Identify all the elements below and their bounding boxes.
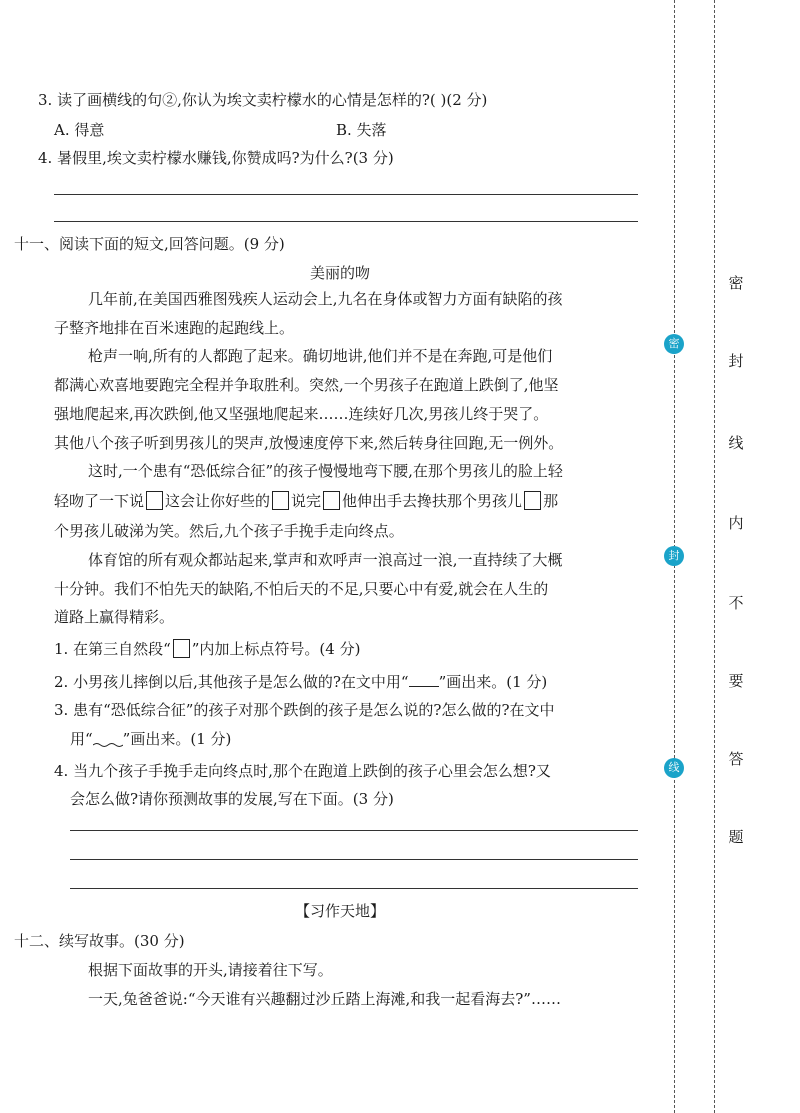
passage-line: 体育馆的所有观众都站起来,掌声和欢呼声一浪高过一浪,一直持续了大概 — [88, 551, 563, 569]
sub-question-4-cont: 会怎么做?请你预测故事的发展,写在下面。(3 分) — [70, 790, 394, 808]
question-4: 4. 暑假里,埃文卖柠檬水赚钱,你赞成吗?为什么?(3 分) — [38, 149, 394, 167]
passage-line: 几年前,在美国西雅图残疾人运动会上,九名在身体或智力方面有缺陷的孩 — [88, 290, 563, 308]
seal-dashed-line — [714, 0, 715, 1113]
sub-question-2 — [54, 671, 547, 693]
punctuation-sample-box — [173, 639, 190, 658]
straight-underline-symbol — [409, 674, 439, 687]
story-opening: 一天,兔爸爸说:“今天谁有兴趣翻过沙丘踏上海滩,和我一起看海去?”…… — [88, 990, 561, 1008]
answer-line — [54, 194, 638, 195]
seal-circle-xian: 线 — [664, 758, 684, 778]
sub-question-1 — [54, 638, 360, 660]
margin-char: 要 — [728, 672, 744, 690]
question-3: 3. 读了画横线的句②,你认为埃文卖柠檬水的心情是怎样的?( )(2 分) — [38, 91, 488, 109]
margin-char: 题 — [728, 828, 744, 846]
question-text: ”画出来。(1 分) — [438, 673, 548, 691]
question-text: 1. 在第三自然段“ — [54, 640, 171, 658]
punctuation-blank-box[interactable] — [146, 491, 163, 510]
passage-line: 个男孩儿破涕为笑。然后,九个孩子手挽手走向终点。 — [54, 522, 404, 540]
passage-line: 都满心欢喜地要跑完全程并争取胜利。突然,一个男孩子在跑道上跌倒了,他坚 — [54, 376, 559, 394]
punctuation-blank-box[interactable] — [524, 491, 541, 510]
option-a: A. 得意 — [54, 121, 105, 139]
question-text: ”内加上标点符号。(4 分) — [191, 640, 361, 658]
answer-line — [70, 888, 638, 889]
question-text: ”画出来。(1 分) — [122, 730, 232, 748]
wavy-underline-symbol — [93, 732, 123, 744]
seal-circle-mi: 密 — [664, 334, 684, 354]
section-11-heading: 十一、阅读下面的短文,回答问题。(9 分) — [14, 235, 285, 253]
passage-line: 子整齐地排在百米速跑的起跑线上。 — [54, 319, 295, 337]
passage-line: 其他八个孩子听到男孩儿的哭声,放慢速度停下来,然后转身往回跑,无一例外。 — [54, 434, 564, 452]
passage-line-with-blanks — [54, 490, 558, 512]
passage-text: 轻吻了一下说 — [54, 492, 145, 510]
margin-char: 答 — [728, 750, 744, 768]
passage-line: 道路上赢得精彩。 — [54, 608, 175, 626]
margin-char: 不 — [728, 594, 744, 612]
passage-line: 强地爬起来,再次跌倒,他又坚强地爬起来……连续好几次,男孩儿终于哭了。 — [54, 405, 549, 423]
margin-char: 内 — [728, 514, 744, 532]
sub-question-3-cont — [70, 728, 231, 750]
answer-line — [54, 221, 638, 222]
passage-line: 这时,一个患有“恐低综合征”的孩子慢慢地弯下腰,在那个男孩儿的脸上轻 — [88, 462, 563, 480]
punctuation-blank-box[interactable] — [272, 491, 289, 510]
punctuation-blank-box[interactable] — [323, 491, 340, 510]
question-text: 2. 小男孩儿摔倒以后,其他孩子是怎么做的?在文中用“ — [54, 673, 409, 691]
passage-line: 枪声一响,所有的人都跑了起来。确切地讲,他们并不是在奔跑,可是他们 — [88, 347, 553, 365]
writing-banner: 【习作天地】 — [294, 902, 385, 920]
passage-text: 那 — [543, 492, 559, 510]
passage-line: 十分钟。我们不怕先天的缺陷,不怕后天的不足,只要心中有爱,就会在人生的 — [54, 580, 549, 598]
passage-title: 美丽的吻 — [309, 264, 370, 282]
passage-text: 这会让你好些的 — [165, 492, 271, 510]
passage-text: 说完 — [291, 492, 322, 510]
margin-char: 封 — [728, 352, 744, 370]
section-12-heading: 十二、续写故事。(30 分) — [14, 932, 185, 950]
passage-text: 他伸出手去搀扶那个男孩儿 — [342, 492, 523, 510]
answer-line — [70, 830, 638, 831]
answer-line — [70, 859, 638, 860]
option-b: B. 失落 — [336, 121, 387, 139]
sub-question-3: 3. 患有“恐低综合征”的孩子对那个跌倒的孩子是怎么说的?怎么做的?在文中 — [54, 701, 555, 719]
sub-question-4: 4. 当九个孩子手挽手走向终点时,那个在跑道上跌倒的孩子心里会怎么想?又 — [54, 762, 551, 780]
writing-instruction: 根据下面故事的开头,请接着往下写。 — [88, 961, 333, 979]
question-text: 用“ — [70, 730, 93, 748]
margin-char: 线 — [728, 434, 744, 452]
margin-char: 密 — [728, 274, 744, 292]
seal-circle-feng: 封 — [664, 546, 684, 566]
